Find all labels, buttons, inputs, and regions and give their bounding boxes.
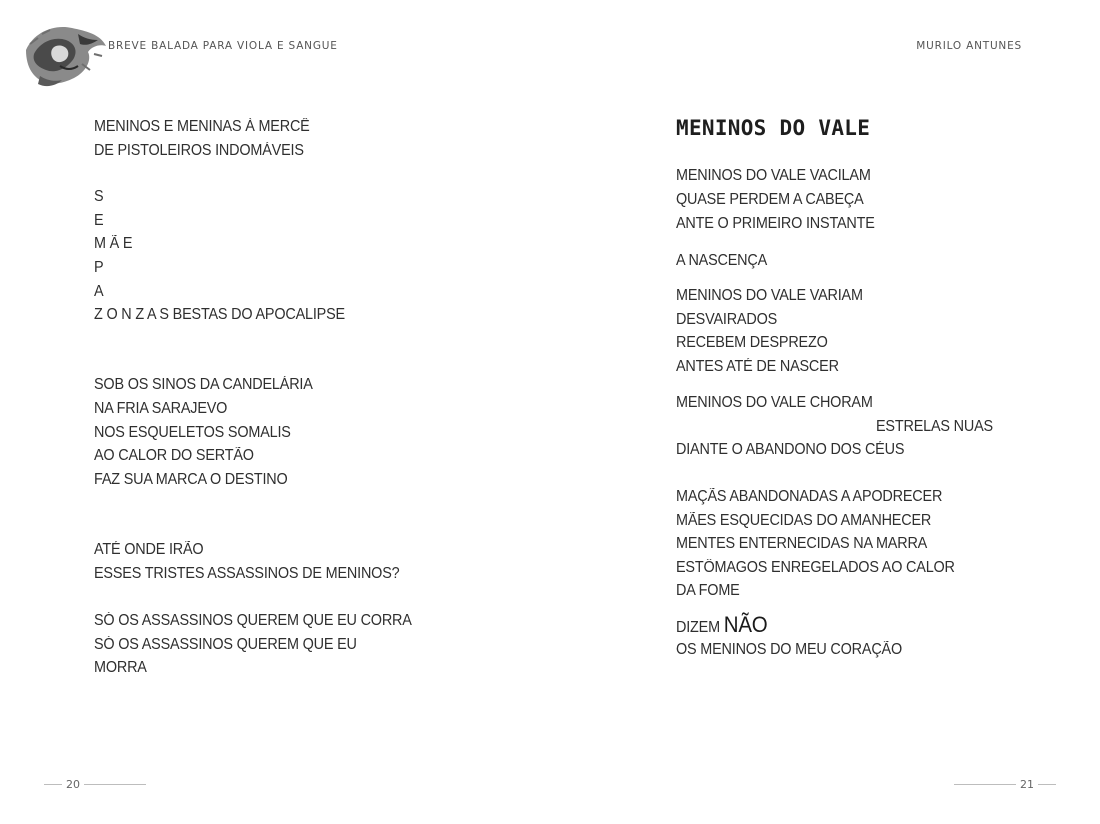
- poem-line: NA FRIA SARAJEVO: [94, 400, 228, 417]
- running-header-author: MURILO ANTUNES: [916, 40, 1022, 52]
- footer-rule: [84, 784, 146, 785]
- poem-line: MAÇÃS ABANDONADAS A APODRECER: [676, 488, 943, 505]
- poem-line: OS MENINOS DO MEU CORAÇÃO: [676, 641, 903, 658]
- page-number-left: [44, 778, 146, 791]
- poem-line: ATÉ ONDE IRÃO: [94, 541, 204, 558]
- poem-line: ESSES TRISTES ASSASSINOS DE MENINOS?: [94, 565, 400, 582]
- emphasized-word: NÃO: [723, 612, 768, 637]
- poem-line: Z O N Z A S BESTAS DO APOCALIPSE: [94, 306, 345, 323]
- poem-line: MENINOS DO VALE VARIAM: [676, 287, 863, 304]
- poem-line: RECEBEM DESPREZO: [676, 334, 828, 351]
- poem-line: FAZ SUA MARCA O DESTINO: [94, 471, 288, 488]
- poem-line: A NASCENÇA: [676, 252, 768, 269]
- poem-line: MORRA: [94, 659, 147, 676]
- footer-rule: [44, 784, 62, 785]
- poem-line: MENTES ENTERNECIDAS NA MARRA: [676, 535, 928, 552]
- page-number: 20: [66, 778, 80, 791]
- page-number-right: [954, 778, 1056, 791]
- poem-line: MENINOS E MENINAS À MERCÊ: [94, 118, 310, 135]
- poem-line: SOB OS SINOS DA CANDELÁRIA: [94, 376, 313, 393]
- poem-line: ESTRELAS NUAS: [876, 418, 993, 435]
- poem-line: SÓ OS ASSASSINOS QUEREM QUE EU CORRA: [94, 612, 412, 629]
- footer-rule: [1038, 784, 1056, 785]
- poem-line: DE PISTOLEIROS INDOMÁVEIS: [94, 142, 304, 159]
- poem-line: MENINOS DO VALE CHORAM: [676, 394, 873, 411]
- poem-line: MENINOS DO VALE VACILAM: [676, 167, 871, 184]
- poem-line: NOS ESQUELETOS SOMALIS: [94, 424, 291, 441]
- poem-line: E: [94, 212, 104, 229]
- poem-line-dizem: [676, 612, 768, 638]
- poem-line: M Ã E: [94, 235, 133, 252]
- poem-line: DIANTE O ABANDONO DOS CÉUS: [676, 441, 905, 458]
- poem-line: MÃES ESQUECIDAS DO AMANHECER: [676, 512, 932, 529]
- footer-rule: [954, 784, 1016, 785]
- poem-line: DA FOME: [676, 582, 740, 599]
- poem-word: DIZEM: [676, 619, 720, 636]
- poem-line: DESVAIRADOS: [676, 311, 778, 328]
- poem-line: S: [94, 188, 104, 205]
- illustration-emblem-icon: [20, 20, 112, 92]
- page-number: 21: [1020, 778, 1034, 791]
- poem-line: ANTE O PRIMEIRO INSTANTE: [676, 215, 875, 232]
- poem-line: A: [94, 283, 104, 300]
- poem-line: QUASE PERDEM A CABEÇA: [676, 191, 864, 208]
- poem-line: AO CALOR DO SERTÃO: [94, 447, 254, 464]
- poem-line: ANTES ATÉ DE NASCER: [676, 358, 839, 375]
- poem-title: MENINOS DO VALE: [676, 116, 871, 140]
- poem-line: P: [94, 259, 104, 276]
- poem-line: ESTÔMAGOS ENREGELADOS AO CALOR: [676, 559, 955, 576]
- poem-line: SÓ OS ASSASSINOS QUEREM QUE EU: [94, 636, 357, 653]
- running-header-book-title: BREVE BALADA PARA VIOLA E SANGUE: [108, 40, 338, 52]
